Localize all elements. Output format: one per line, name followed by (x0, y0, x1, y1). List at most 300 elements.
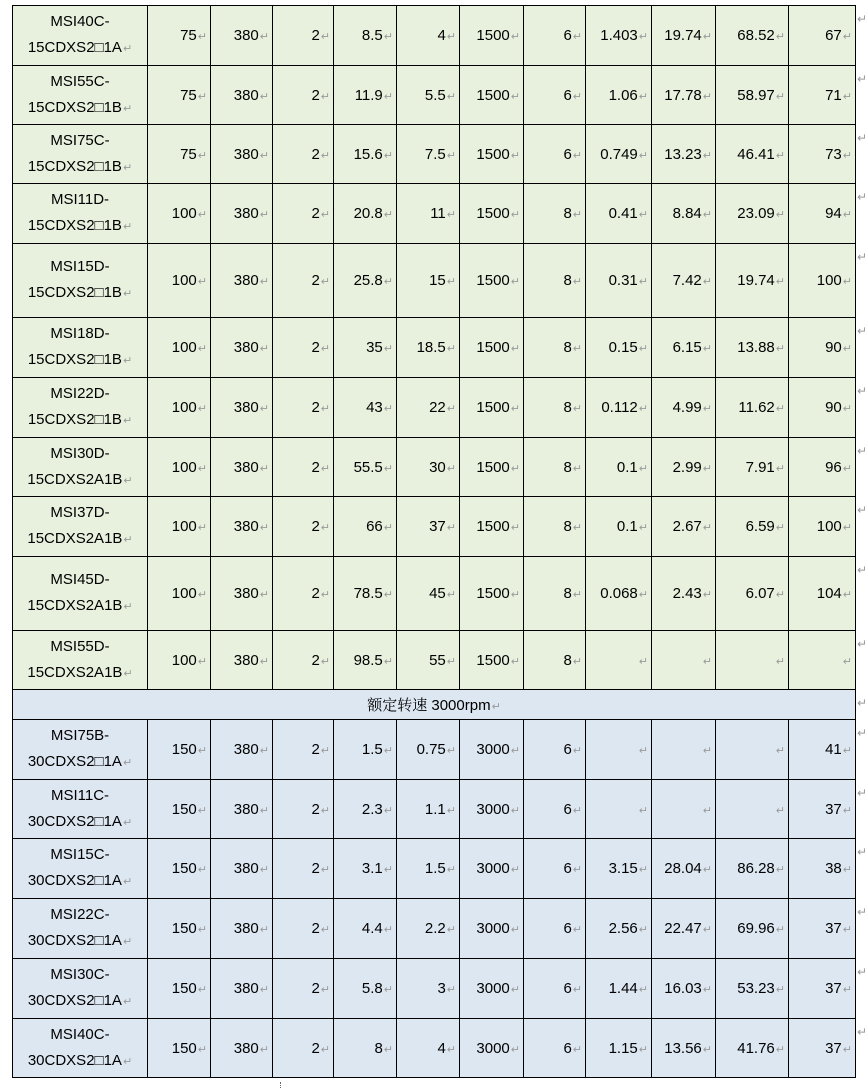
value-cell (460, 497, 524, 557)
value-cell (211, 780, 273, 839)
paragraph-mark: ↵ (197, 589, 207, 601)
cell-value: 100 (816, 518, 842, 535)
value-cell (397, 780, 460, 839)
model-line-2: 30CDXS2□1A↵ (27, 812, 133, 830)
value-cell (148, 631, 211, 690)
cell-value: 380 (233, 86, 259, 104)
cell-value: 1500 (476, 339, 510, 356)
paragraph-mark: ↵ (123, 667, 133, 680)
paragraph-mark: ↵ (638, 924, 648, 936)
cell-value: 1.15 (608, 1039, 638, 1057)
table-row (13, 959, 856, 1019)
paragraph-mark: ↵ (320, 276, 330, 288)
paragraph-mark: ↵ (122, 1055, 133, 1068)
model-cell (13, 557, 148, 631)
cell-value: 380 (233, 399, 259, 416)
model-cell (13, 438, 148, 497)
paragraph-mark: ↵ (775, 343, 785, 355)
cell-value: 17.78 (664, 86, 702, 104)
paragraph-mark: ↵ (446, 149, 456, 162)
paragraph-mark: ↵ (320, 90, 330, 103)
paragraph-mark: ↵ (197, 462, 207, 475)
value-cell (211, 6, 273, 66)
paragraph-mark: ↵ (510, 864, 520, 876)
cell-value: 38 (825, 860, 842, 877)
paragraph-mark: ↵ (197, 984, 207, 996)
cell-value: 8.84 (672, 205, 702, 222)
value-cell (273, 438, 334, 497)
paragraph-mark: ↵ (775, 403, 785, 415)
paragraph-mark: ↵ (510, 276, 520, 288)
cell-value: 1.403 (600, 27, 638, 44)
value-cell (524, 557, 586, 631)
cell-value: 0.15 (608, 339, 638, 356)
value-cell (334, 720, 397, 780)
paragraph-mark: ↵ (775, 462, 785, 475)
cell-value: 19.74 (737, 272, 775, 289)
value-cell (524, 959, 586, 1019)
cell-value: 3000 (476, 980, 510, 997)
value-cell (716, 780, 789, 839)
paragraph-mark: ↵ (446, 589, 456, 601)
paragraph-mark: ↵ (510, 462, 520, 475)
model-line-1: MSI40C- (50, 1025, 110, 1043)
paragraph-mark: ↵ (842, 209, 852, 221)
cell-value: 1500 (476, 585, 510, 602)
paragraph-mark: ↵ (638, 589, 648, 601)
value-cell (460, 839, 524, 899)
paragraph-mark: ↵ (702, 343, 712, 355)
cell-value: 25.8 (353, 272, 383, 289)
paragraph-mark: ↵ (572, 1043, 582, 1056)
anchor-marker (280, 1082, 283, 1088)
cell-value: 3.1 (361, 860, 383, 877)
value-cell (460, 557, 524, 631)
value-cell (789, 497, 856, 557)
value-cell (273, 631, 334, 690)
table-body (13, 6, 856, 1078)
cell-value: 0.068 (600, 585, 638, 602)
cell-value: 380 (233, 27, 259, 44)
value-cell (211, 557, 273, 631)
paragraph-mark: ↵ (383, 403, 393, 415)
value-cell (652, 557, 716, 631)
paragraph-mark: ↵ (702, 403, 712, 415)
paragraph-mark: ↵ (510, 804, 520, 817)
value-cell (397, 6, 460, 66)
cell-value: 13.88 (737, 339, 775, 356)
value-cell (652, 720, 716, 780)
cell-value: 100 (171, 272, 197, 289)
paragraph-mark: ↵ (572, 209, 582, 221)
cell-value: 3000 (476, 920, 510, 937)
cell-value: 6 (563, 741, 572, 758)
model-line-2: 30CDXS2□1A↵ (27, 932, 133, 949)
value-cell (334, 557, 397, 631)
paragraph-mark: ↵ (446, 90, 456, 103)
cell-value: 46.41 (737, 145, 775, 163)
value-cell (148, 66, 211, 125)
value-cell (460, 66, 524, 125)
cell-value: 8 (563, 458, 572, 476)
cell-value: 94 (825, 205, 842, 222)
value-cell (652, 899, 716, 959)
value-cell (273, 720, 334, 780)
paragraph-mark: ↵ (775, 984, 785, 996)
cell-value: 2 (311, 1039, 320, 1057)
paragraph-mark: ↵ (702, 90, 712, 103)
cell-value: 6.15 (672, 339, 702, 356)
value-cell (397, 244, 460, 318)
model-line-1: MSI11C- (50, 786, 110, 804)
paragraph-mark: ↵ (510, 924, 520, 936)
paragraph-mark: ↵ (122, 876, 133, 888)
value-cell (716, 720, 789, 780)
paragraph-mark: ↵ (259, 209, 269, 221)
model-line-1: MSI22C- (50, 906, 110, 923)
value-cell (716, 438, 789, 497)
paragraph-mark: ↵ (510, 343, 520, 355)
value-cell (586, 244, 652, 318)
model-line-1: MSI40C- (50, 13, 110, 30)
paragraph-mark: ↵ (702, 209, 712, 221)
row-end-mark: ↵ (857, 190, 867, 204)
cell-value: 67 (825, 27, 842, 44)
paragraph-mark: ↵ (259, 655, 269, 668)
value-cell (334, 244, 397, 318)
value-cell (716, 318, 789, 378)
paragraph-mark: ↵ (842, 149, 852, 162)
value-cell (397, 720, 460, 780)
value-cell (273, 780, 334, 839)
cell-value: 380 (233, 585, 259, 602)
cell-value: 18.5 (416, 339, 446, 356)
value-cell (334, 318, 397, 378)
cell-value: 2 (311, 272, 320, 289)
cell-value: 100 (171, 585, 197, 602)
cell-value: 1500 (476, 145, 510, 163)
cell-value: 380 (233, 1039, 259, 1057)
value-cell (586, 378, 652, 438)
cell-value: 73 (825, 145, 842, 163)
model-line-1: MSI75B- (50, 727, 110, 744)
paragraph-mark: ↵ (197, 31, 207, 43)
paragraph-mark: ↵ (259, 31, 269, 43)
cell-value: 37 (825, 800, 842, 818)
value-cell (524, 125, 586, 184)
paragraph-mark: ↵ (572, 403, 582, 415)
value-cell (397, 839, 460, 899)
paragraph-mark: ↵ (123, 474, 133, 487)
paragraph-mark: ↵ (320, 522, 330, 534)
model-cell (13, 66, 148, 125)
paragraph-mark: ↵ (383, 745, 393, 757)
value-cell (789, 378, 856, 438)
model-line-1: MSI15C- (50, 846, 110, 863)
row-end-mark: ↵ (857, 131, 867, 145)
cell-value: 6 (563, 86, 572, 104)
value-cell (273, 184, 334, 244)
cell-value: 2 (311, 920, 320, 937)
paragraph-mark: ↵ (638, 403, 648, 415)
cell-value: 2 (311, 399, 320, 416)
value-cell (334, 6, 397, 66)
value-cell (148, 780, 211, 839)
value-cell (789, 720, 856, 780)
value-cell (586, 557, 652, 631)
paragraph-mark: ↵ (842, 864, 852, 876)
row-end-mark: ↵ (857, 384, 867, 398)
cell-value: 380 (233, 518, 259, 535)
value-cell (397, 557, 460, 631)
cell-value: 53.23 (737, 980, 775, 997)
value-cell (273, 318, 334, 378)
value-cell (148, 720, 211, 780)
paragraph-mark: ↵ (842, 924, 852, 936)
paragraph-mark: ↵ (510, 31, 520, 43)
paragraph-mark: ↵ (197, 149, 207, 162)
cell-value: 7.42 (672, 272, 702, 289)
cell-value: 100 (171, 651, 197, 669)
value-cell (652, 780, 716, 839)
cell-value: 8 (563, 518, 572, 535)
paragraph-mark: ↵ (197, 276, 207, 288)
model-line-2: 15CDXS2A1B↵ (27, 530, 133, 547)
cell-value: 2 (311, 145, 320, 163)
value-cell (148, 125, 211, 184)
model-line-1: MSI30C- (50, 966, 110, 983)
paragraph-mark: ↵ (510, 209, 520, 221)
paragraph-mark: ↵ (842, 589, 852, 601)
paragraph-mark: ↵ (383, 655, 393, 668)
value-cell (334, 66, 397, 125)
cell-value: 55.5 (353, 458, 383, 476)
cell-value: 43 (366, 399, 383, 416)
value-cell (524, 497, 586, 557)
cell-value: 104 (816, 585, 842, 602)
cell-value: 8 (374, 1039, 383, 1057)
paragraph-mark: ↵ (842, 1043, 852, 1056)
paragraph-mark: ↵ (842, 655, 852, 668)
section-heading-3000rpm (13, 690, 856, 720)
cell-value: 1.1 (424, 800, 446, 818)
cell-value: 11 (430, 205, 446, 222)
paragraph-mark: ↵ (383, 209, 393, 221)
paragraph-mark: ↵ (775, 1043, 785, 1056)
model-line-1: MSI30D- (50, 444, 110, 462)
cell-value: 3000 (476, 800, 510, 818)
paragraph-mark: ↵ (320, 1043, 330, 1056)
value-cell (716, 244, 789, 318)
value-cell (397, 959, 460, 1019)
model-line-2: 15CDXS2□1B↵ (27, 351, 133, 368)
table-row (13, 378, 856, 438)
paragraph-mark: ↵ (320, 403, 330, 415)
paragraph-mark: ↵ (510, 1043, 520, 1056)
row-end-mark: ↵ (857, 12, 867, 26)
cell-value: 5.8 (361, 980, 383, 997)
paragraph-mark: ↵ (775, 90, 785, 103)
model-cell (13, 125, 148, 184)
model-line-2: 15CDXS2□1B↵ (27, 411, 133, 428)
value-cell (789, 959, 856, 1019)
paragraph-mark: ↵ (197, 1043, 207, 1056)
paragraph-mark: ↵ (446, 31, 456, 43)
paragraph-mark: ↵ (842, 31, 852, 43)
paragraph-mark: ↵ (383, 343, 393, 355)
paragraph-mark: ↵ (510, 984, 520, 996)
value-cell (148, 899, 211, 959)
paragraph-mark: ↵ (259, 343, 269, 355)
value-cell (524, 1019, 586, 1078)
paragraph-mark: ↵ (197, 924, 207, 936)
table-row (13, 631, 856, 690)
cell-value: 1500 (476, 651, 510, 669)
model-line-2: 30CDXS2□1A↵ (27, 1051, 133, 1069)
row-end-mark: ↵ (857, 444, 867, 458)
cell-value: 6 (563, 860, 572, 877)
paragraph-mark: ↵ (638, 276, 648, 288)
cell-value: 37 (825, 920, 842, 937)
paragraph-mark: ↵ (122, 161, 133, 174)
paragraph-mark: ↵ (259, 462, 269, 475)
model-cell (13, 631, 148, 690)
paragraph-mark: ↵ (446, 655, 456, 668)
paragraph-mark: ↵ (122, 936, 133, 948)
value-cell (716, 125, 789, 184)
cell-value: 3000 (476, 860, 510, 877)
cell-value: 1500 (476, 86, 510, 104)
cell-value: 90 (825, 399, 842, 416)
paragraph-mark: ↵ (446, 522, 456, 534)
paragraph-mark: ↵ (572, 589, 582, 601)
value-cell (273, 899, 334, 959)
cell-value: 41 (825, 741, 842, 758)
paragraph-mark: ↵ (775, 924, 785, 936)
paragraph-mark: ↵ (638, 462, 648, 475)
cell-value: 2 (311, 518, 320, 535)
value-cell (586, 438, 652, 497)
value-cell (586, 497, 652, 557)
paragraph-mark: ↵ (446, 403, 456, 415)
cell-value: 6 (563, 1039, 572, 1057)
cell-value: 8 (563, 272, 572, 289)
row-end-mark: ↵ (857, 845, 867, 859)
value-cell (334, 899, 397, 959)
value-cell (524, 899, 586, 959)
value-cell (586, 720, 652, 780)
table-row (13, 438, 856, 497)
cell-value: 68.52 (737, 27, 775, 44)
cell-value: 6 (563, 800, 572, 818)
cell-value: 58.97 (737, 86, 775, 104)
cell-value: 2 (311, 741, 320, 758)
paragraph-mark: ↵ (259, 149, 269, 162)
paragraph-mark: ↵ (702, 864, 712, 876)
cell-value: 150 (171, 980, 197, 997)
value-cell (652, 378, 716, 438)
paragraph-mark: ↵ (320, 984, 330, 996)
paragraph-mark: ↵ (197, 90, 207, 103)
value-cell (460, 631, 524, 690)
value-cell (789, 1019, 856, 1078)
paragraph-mark: ↵ (842, 984, 852, 996)
value-cell (211, 184, 273, 244)
paragraph-mark: ↵ (259, 90, 269, 103)
cell-value: 13.56 (664, 1039, 702, 1057)
paragraph-mark: ↵ (638, 343, 648, 355)
paragraph-mark: ↵ (259, 804, 269, 817)
value-cell (334, 631, 397, 690)
cell-value: 150 (171, 741, 197, 758)
cell-value: 37 (825, 1039, 842, 1057)
value-cell (334, 184, 397, 244)
paragraph-mark: ↵ (702, 31, 712, 43)
value-cell (273, 839, 334, 899)
paragraph-mark: ↵ (572, 31, 582, 43)
paragraph-mark: ↵ (572, 343, 582, 355)
value-cell (148, 839, 211, 899)
value-cell (524, 184, 586, 244)
paragraph-mark: ↵ (383, 522, 393, 534)
cell-value: 0.1 (616, 458, 638, 476)
cell-value: 35 (366, 339, 383, 356)
value-cell (524, 839, 586, 899)
cell-value: 8 (563, 205, 572, 222)
paragraph-mark: ↵ (842, 90, 852, 103)
value-cell (716, 497, 789, 557)
cell-value: 23.09 (737, 205, 775, 222)
paragraph-mark: ↵ (702, 924, 712, 936)
paragraph-mark: ↵ (638, 149, 648, 162)
cell-value: 8 (563, 651, 572, 669)
value-cell (789, 780, 856, 839)
model-line-2: 30CDXS2□1A↵ (27, 872, 133, 889)
model-line-1: MSI11D- (50, 191, 110, 208)
paragraph-mark: ↵ (572, 864, 582, 876)
paragraph-mark: ↵ (491, 701, 501, 713)
value-cell (789, 318, 856, 378)
paragraph-mark: ↵ (446, 984, 456, 996)
model-cell (13, 378, 148, 438)
cell-value: 2 (311, 800, 320, 818)
model-line-1: MSI37D- (50, 504, 110, 521)
value-cell (211, 244, 273, 318)
paragraph-mark: ↵ (320, 589, 330, 601)
value-cell (716, 631, 789, 690)
paragraph-mark: ↵ (572, 522, 582, 534)
cell-value: 100 (171, 205, 197, 222)
cell-value: 380 (233, 458, 259, 476)
paragraph-mark: ↵ (320, 462, 330, 475)
paragraph-mark: ↵ (446, 462, 456, 475)
paragraph-mark: ↵ (572, 149, 582, 162)
value-cell (397, 438, 460, 497)
paragraph-mark: ↵ (122, 415, 133, 427)
cell-value: 22.47 (664, 920, 702, 937)
cell-value: 380 (233, 741, 259, 758)
cell-value: 6.59 (745, 518, 775, 535)
paragraph-mark: ↵ (842, 462, 852, 475)
cell-value: 78.5 (353, 585, 383, 602)
model-line-2: 15CDXS2A1B↵ (27, 597, 133, 614)
paragraph-mark: ↵ (122, 996, 133, 1008)
model-line-1: MSI55C- (50, 72, 110, 90)
cell-value: 2 (311, 205, 320, 222)
table-row (13, 318, 856, 378)
value-cell (652, 66, 716, 125)
cell-value: 0.1 (616, 518, 638, 535)
